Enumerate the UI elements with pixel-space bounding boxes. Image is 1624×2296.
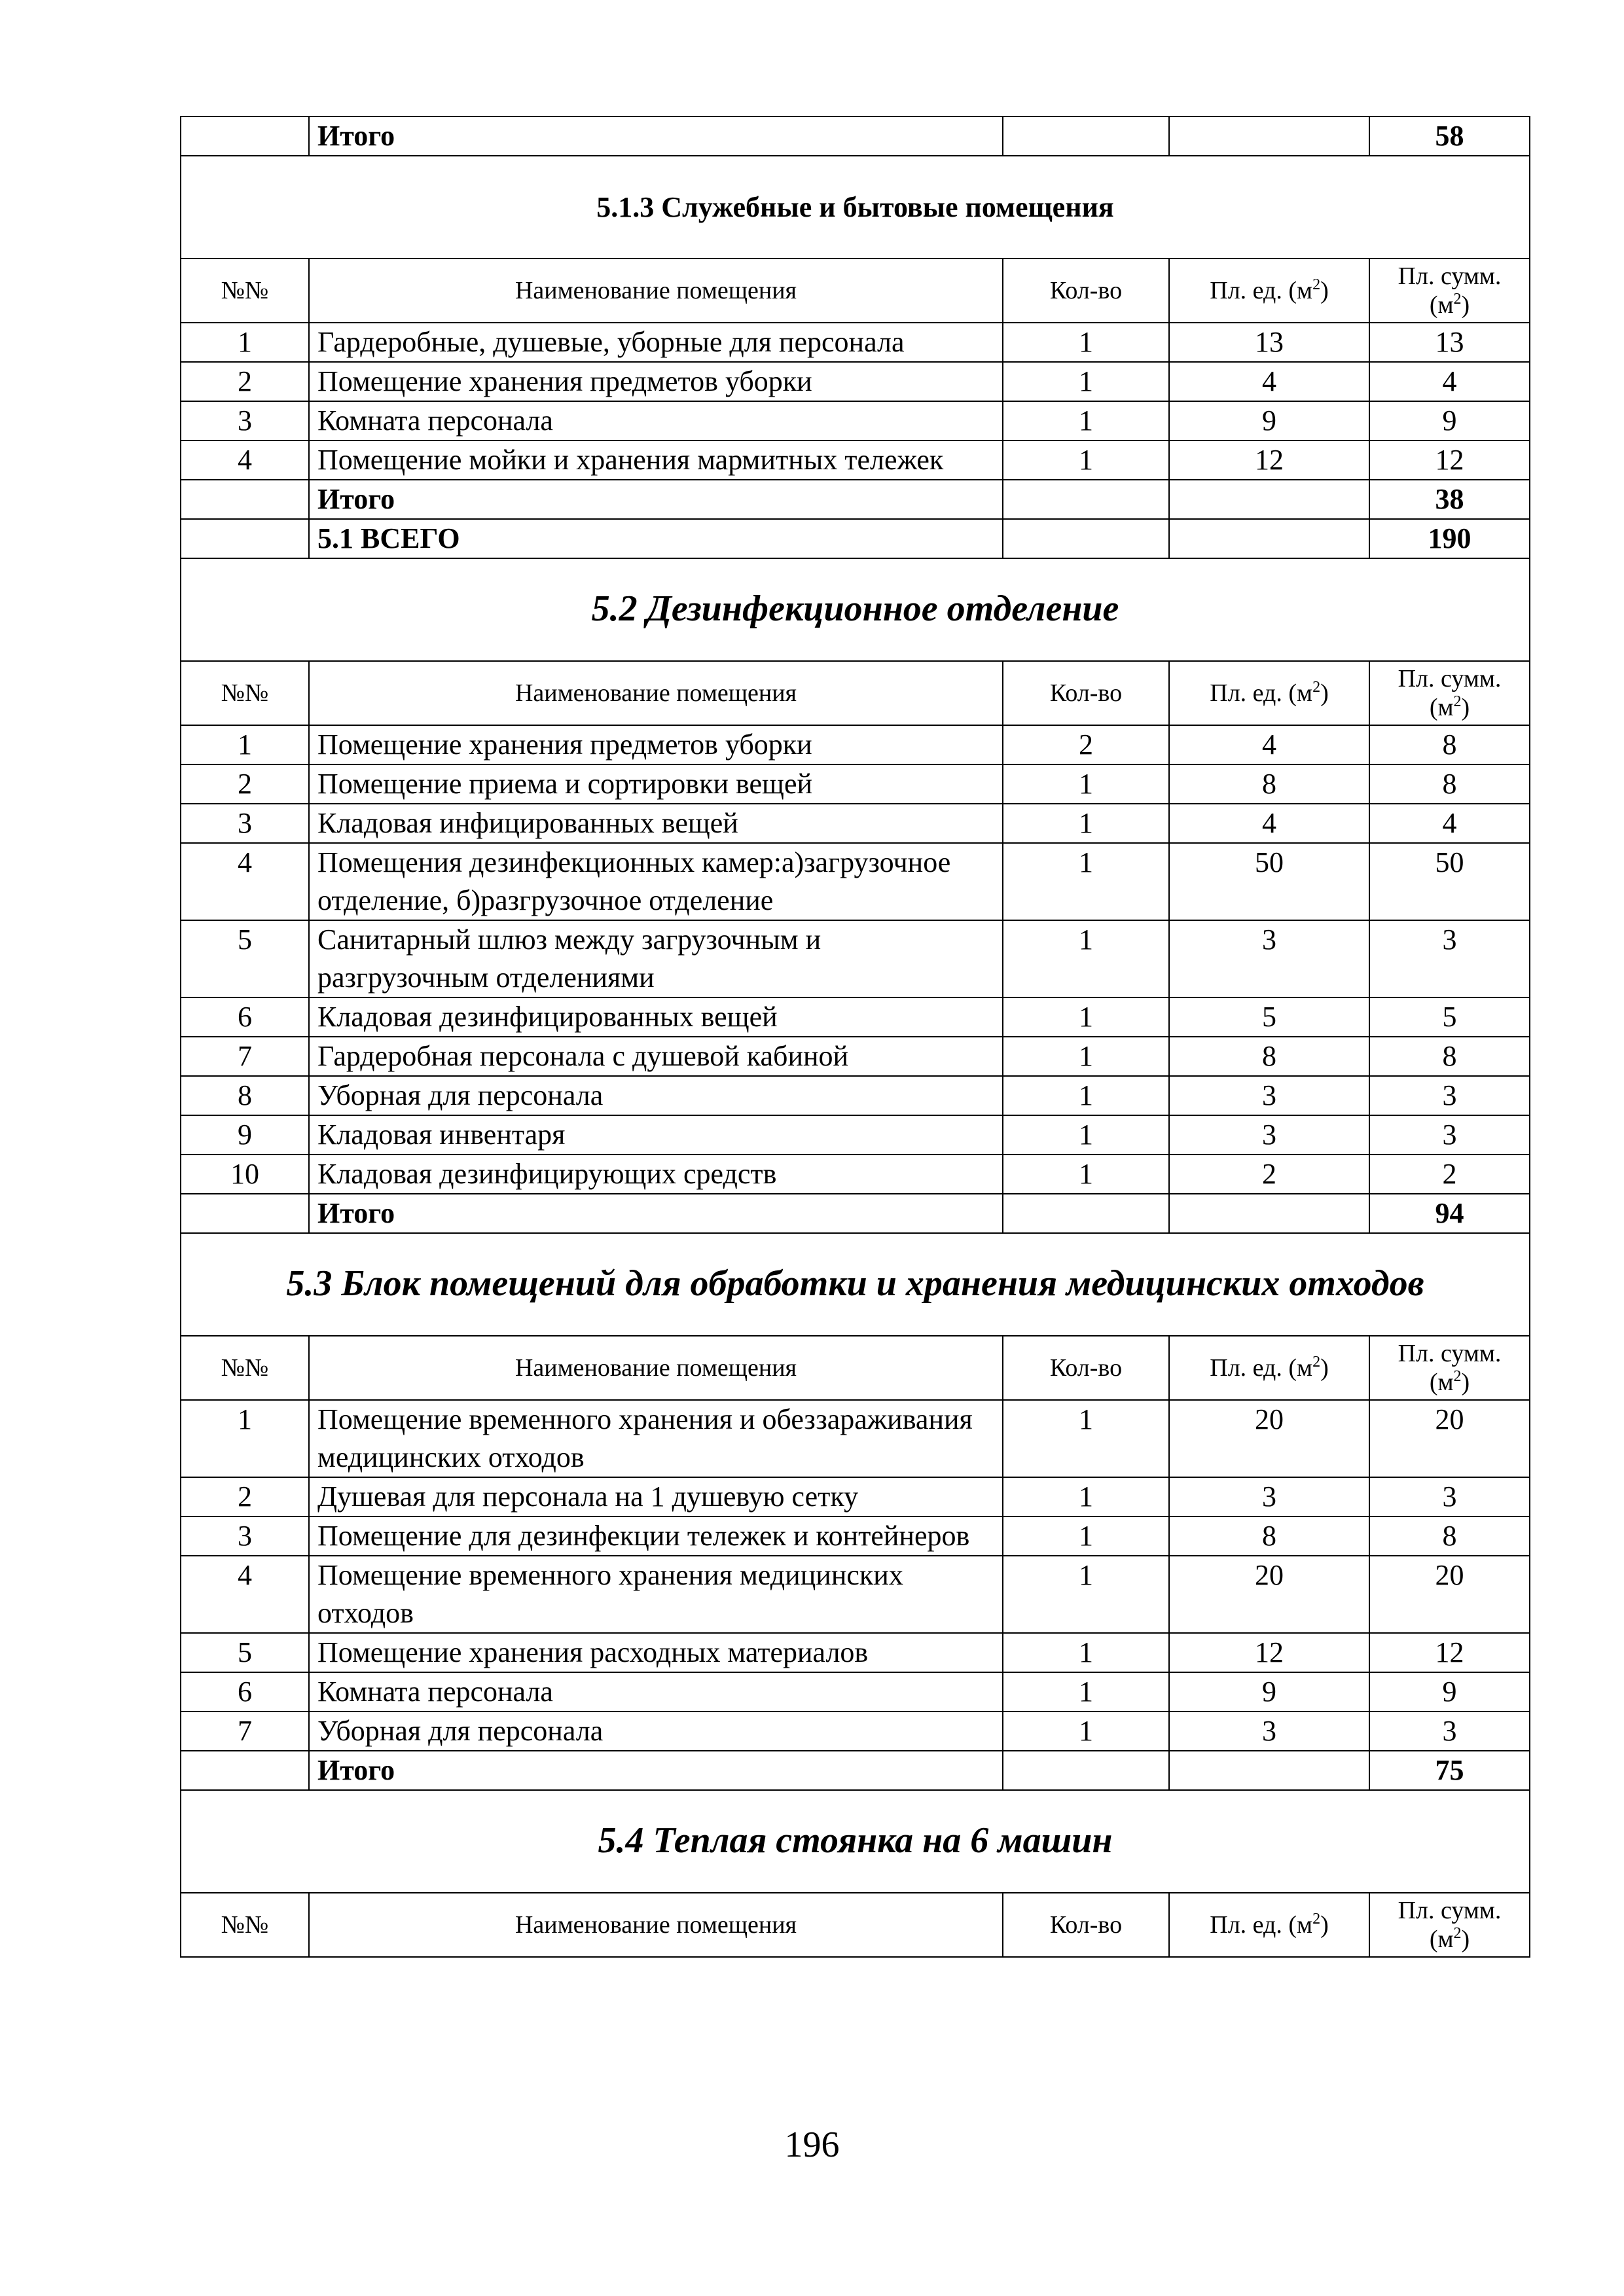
rooms-table-body [181, 117, 1530, 1957]
room-total-area: 3 [1369, 1115, 1530, 1155]
row-number: 5 [181, 1633, 309, 1672]
room-unit-area: 9 [1169, 401, 1369, 440]
room-quantity: 1 [1003, 1477, 1169, 1516]
table-row [181, 1712, 1530, 1751]
total-label: Итого [309, 1751, 1003, 1790]
room-quantity: 1 [1003, 1037, 1169, 1076]
header-name: Наименование помещения [309, 1336, 1003, 1400]
row-number: 7 [181, 1712, 309, 1751]
room-total-area: 12 [1369, 1633, 1530, 1672]
row-number: 1 [181, 1400, 309, 1477]
room-name: Кладовая дезинфицированных вещей [309, 997, 1003, 1037]
room-total-area: 4 [1369, 362, 1530, 401]
section-51-grand-total-row [181, 519, 1530, 558]
table-row [181, 1672, 1530, 1712]
section-53-title-row [181, 1233, 1530, 1336]
header-sum-area-line1: Пл. сумм. [1398, 1340, 1502, 1367]
room-quantity: 1 [1003, 1672, 1169, 1712]
room-unit-area: 3 [1169, 1115, 1369, 1155]
empty-cell [1003, 480, 1169, 519]
header-unit-area-text: Пл. ед. (м [1210, 679, 1313, 707]
superscript-2: 2 [1453, 291, 1462, 308]
room-total-area: 20 [1369, 1556, 1530, 1633]
total-label: Итого [309, 480, 1003, 519]
table-row [181, 804, 1530, 843]
room-quantity: 1 [1003, 440, 1169, 480]
room-total-area: 9 [1369, 401, 1530, 440]
superscript-2: 2 [1453, 1368, 1462, 1385]
empty-cell [181, 117, 309, 156]
page-number: 196 [784, 2125, 840, 2165]
room-name: Помещение хранения предметов уборки [309, 725, 1003, 764]
room-quantity: 1 [1003, 1115, 1169, 1155]
close-paren: ) [1320, 1911, 1329, 1939]
table-row [181, 725, 1530, 764]
header-num: №№ [181, 661, 309, 725]
room-name: Кладовая инвентаря [309, 1115, 1003, 1155]
table-row [181, 1155, 1530, 1194]
table-row [181, 997, 1530, 1037]
room-name: Помещения дезинфекционных камер:а)загрузочное отделение, б)разгрузочное отделение [309, 843, 1003, 920]
room-quantity: 1 [1003, 764, 1169, 804]
room-unit-area: 20 [1169, 1556, 1369, 1633]
room-total-area: 3 [1369, 1477, 1530, 1516]
header-unit-area-text: Пл. ед. (м [1210, 277, 1313, 304]
rooms-table [180, 116, 1530, 1958]
header-sum-area-line2: (м [1429, 1369, 1454, 1396]
room-unit-area: 8 [1169, 1516, 1369, 1556]
header-sum-area-line2: (м [1429, 1926, 1454, 1953]
room-total-area: 13 [1369, 323, 1530, 362]
room-unit-area: 8 [1169, 764, 1369, 804]
room-name: Помещение хранения расходных материалов [309, 1633, 1003, 1672]
total-label: 5.1 ВСЕГО [309, 519, 1003, 558]
header-unit-area-text: Пл. ед. (м [1210, 1354, 1313, 1382]
superscript-2: 2 [1453, 693, 1462, 710]
room-total-area: 8 [1369, 1037, 1530, 1076]
room-unit-area: 9 [1169, 1672, 1369, 1712]
room-quantity: 1 [1003, 1076, 1169, 1115]
room-total-area: 12 [1369, 440, 1530, 480]
header-num: №№ [181, 1893, 309, 1957]
room-name: Гардеробные, душевые, уборные для персонала [309, 323, 1003, 362]
empty-cell [1169, 1194, 1369, 1233]
section-53-total-row [181, 1751, 1530, 1790]
room-name: Помещение для дезинфекции тележек и контейнеров [309, 1516, 1003, 1556]
room-unit-area: 20 [1169, 1400, 1369, 1477]
room-unit-area: 5 [1169, 997, 1369, 1037]
room-total-area: 4 [1369, 804, 1530, 843]
table-row [181, 1400, 1530, 1477]
empty-cell [1003, 519, 1169, 558]
row-number: 4 [181, 440, 309, 480]
row-number: 1 [181, 323, 309, 362]
header-sum-area-line1: Пл. сумм. [1398, 262, 1502, 290]
room-total-area: 9 [1369, 1672, 1530, 1712]
room-name: Уборная для персонала [309, 1712, 1003, 1751]
close-paren: ) [1461, 694, 1470, 721]
room-quantity: 1 [1003, 1155, 1169, 1194]
table-row [181, 323, 1530, 362]
empty-cell [181, 480, 309, 519]
section-513-title-row [181, 156, 1530, 259]
row-number: 7 [181, 1037, 309, 1076]
room-name: Уборная для персонала [309, 1076, 1003, 1115]
total-value: 75 [1369, 1751, 1530, 1790]
room-name: Помещение временного хранения медицинских отходов [309, 1556, 1003, 1633]
top-total-row [181, 117, 1530, 156]
room-unit-area: 8 [1169, 1037, 1369, 1076]
empty-cell [1169, 117, 1369, 156]
row-number: 1 [181, 725, 309, 764]
close-paren: ) [1320, 679, 1329, 707]
header-name: Наименование помещения [309, 259, 1003, 323]
room-total-area: 5 [1369, 997, 1530, 1037]
room-quantity: 1 [1003, 401, 1169, 440]
close-paren: ) [1320, 277, 1329, 304]
close-paren: ) [1320, 1354, 1329, 1382]
row-number: 5 [181, 920, 309, 997]
room-quantity: 1 [1003, 920, 1169, 997]
room-quantity: 1 [1003, 1556, 1169, 1633]
empty-cell [181, 519, 309, 558]
table-row [181, 1477, 1530, 1516]
header-sum-area-line1: Пл. сумм. [1398, 665, 1502, 692]
empty-cell [1169, 519, 1369, 558]
room-total-area: 8 [1369, 725, 1530, 764]
room-unit-area: 12 [1169, 1633, 1369, 1672]
room-quantity: 1 [1003, 1400, 1169, 1477]
room-name: Помещение мойки и хранения мармитных тележек [309, 440, 1003, 480]
section-52-title-row [181, 558, 1530, 661]
table-header-row [181, 1893, 1530, 1957]
room-total-area: 3 [1369, 1076, 1530, 1115]
section-52-total-row [181, 1194, 1530, 1233]
section-title-cell [181, 1790, 1530, 1893]
superscript-2: 2 [1312, 276, 1321, 293]
section-title-cell [181, 558, 1530, 661]
section-title-cell [181, 156, 1530, 259]
room-total-area: 8 [1369, 1516, 1530, 1556]
total-value: 58 [1369, 117, 1530, 156]
section-title: 5.2 Дезинфекционное отделение [591, 588, 1119, 629]
table-row [181, 843, 1530, 920]
section-title-cell [181, 1233, 1530, 1336]
room-name: Помещение приема и сортировки вещей [309, 764, 1003, 804]
table-row [181, 1076, 1530, 1115]
room-name: Санитарный шлюз между загрузочным и разгрузочным отделениями [309, 920, 1003, 997]
room-total-area: 3 [1369, 1712, 1530, 1751]
room-total-area: 50 [1369, 843, 1530, 920]
row-number: 3 [181, 804, 309, 843]
room-name: Помещение временного хранения и обеззараживания медицинских отходов [309, 1400, 1003, 1477]
room-quantity: 1 [1003, 843, 1169, 920]
row-number: 10 [181, 1155, 309, 1194]
row-number: 8 [181, 1076, 309, 1115]
row-number: 9 [181, 1115, 309, 1155]
row-number: 3 [181, 1516, 309, 1556]
table-row [181, 1556, 1530, 1633]
section-title: 5.4 Теплая стоянка на 6 машин [598, 1820, 1113, 1861]
header-sum-area [1369, 259, 1530, 323]
header-sum-area [1369, 1336, 1530, 1400]
total-label: Итого [309, 1194, 1003, 1233]
section-title: 5.3 Блок помещений для обработки и хранения медицинских отходов [286, 1263, 1424, 1304]
empty-cell [1003, 117, 1169, 156]
room-name: Душевая для персонала на 1 душевую сетку [309, 1477, 1003, 1516]
empty-cell [181, 1194, 309, 1233]
room-quantity: 1 [1003, 362, 1169, 401]
empty-cell [1169, 480, 1369, 519]
header-qty: Кол-во [1003, 1893, 1169, 1957]
table-row [181, 920, 1530, 997]
header-sum-area-line2: (м [1429, 694, 1454, 721]
table-row [181, 764, 1530, 804]
room-name: Комната персонала [309, 401, 1003, 440]
room-unit-area: 4 [1169, 362, 1369, 401]
empty-cell [1169, 1751, 1369, 1790]
table-row [181, 1516, 1530, 1556]
header-sum-area-line2: (м [1429, 291, 1454, 319]
header-num: №№ [181, 1336, 309, 1400]
table-row [181, 1037, 1530, 1076]
room-name: Помещение хранения предметов уборки [309, 362, 1003, 401]
total-value: 190 [1369, 519, 1530, 558]
row-number: 6 [181, 1672, 309, 1712]
header-unit-area [1169, 259, 1369, 323]
header-name: Наименование помещения [309, 1893, 1003, 1957]
room-unit-area: 3 [1169, 1712, 1369, 1751]
total-value: 38 [1369, 480, 1530, 519]
table-header-row [181, 259, 1530, 323]
room-unit-area: 3 [1169, 1076, 1369, 1115]
room-quantity: 1 [1003, 323, 1169, 362]
header-sum-area-line1: Пл. сумм. [1398, 1897, 1502, 1924]
header-unit-area-text: Пл. ед. (м [1210, 1911, 1313, 1939]
room-quantity: 2 [1003, 725, 1169, 764]
row-number: 4 [181, 843, 309, 920]
header-num: №№ [181, 259, 309, 323]
room-total-area: 8 [1369, 764, 1530, 804]
superscript-2: 2 [1312, 1354, 1321, 1371]
row-number: 2 [181, 362, 309, 401]
header-qty: Кол-во [1003, 1336, 1169, 1400]
row-number: 2 [181, 1477, 309, 1516]
close-paren: ) [1461, 291, 1470, 319]
empty-cell [1003, 1751, 1169, 1790]
room-quantity: 1 [1003, 1633, 1169, 1672]
header-name: Наименование помещения [309, 661, 1003, 725]
room-quantity: 1 [1003, 1516, 1169, 1556]
close-paren: ) [1461, 1926, 1470, 1953]
room-name: Комната персонала [309, 1672, 1003, 1712]
room-total-area: 20 [1369, 1400, 1530, 1477]
section-513-total-row [181, 480, 1530, 519]
section-title: 5.1.3 Служебные и бытовые помещения [596, 190, 1114, 223]
row-number: 6 [181, 997, 309, 1037]
section-54-title-row [181, 1790, 1530, 1893]
room-quantity: 1 [1003, 804, 1169, 843]
superscript-2: 2 [1312, 679, 1321, 696]
room-unit-area: 3 [1169, 1477, 1369, 1516]
row-number: 3 [181, 401, 309, 440]
room-unit-area: 12 [1169, 440, 1369, 480]
empty-cell [181, 1751, 309, 1790]
room-name: Кладовая инфицированных вещей [309, 804, 1003, 843]
room-unit-area: 3 [1169, 920, 1369, 997]
row-number: 2 [181, 764, 309, 804]
table-row [181, 440, 1530, 480]
header-unit-area [1169, 1893, 1369, 1957]
room-name: Гардеробная персонала с душевой кабиной [309, 1037, 1003, 1076]
total-label: Итого [309, 117, 1003, 156]
superscript-2: 2 [1453, 1925, 1462, 1942]
room-unit-area: 4 [1169, 804, 1369, 843]
header-unit-area [1169, 1336, 1369, 1400]
header-sum-area [1369, 661, 1530, 725]
table-row [181, 401, 1530, 440]
table-header-row [181, 1336, 1530, 1400]
room-total-area: 2 [1369, 1155, 1530, 1194]
row-number: 4 [181, 1556, 309, 1633]
room-quantity: 1 [1003, 997, 1169, 1037]
room-unit-area: 13 [1169, 323, 1369, 362]
table-row [181, 1633, 1530, 1672]
room-quantity: 1 [1003, 1712, 1169, 1751]
close-paren: ) [1461, 1369, 1470, 1396]
room-unit-area: 4 [1169, 725, 1369, 764]
header-sum-area [1369, 1893, 1530, 1957]
room-name: Кладовая дезинфицирующих средств [309, 1155, 1003, 1194]
table-header-row [181, 661, 1530, 725]
room-total-area: 3 [1369, 920, 1530, 997]
empty-cell [1003, 1194, 1169, 1233]
room-unit-area: 50 [1169, 843, 1369, 920]
header-qty: Кол-во [1003, 259, 1169, 323]
header-qty: Кол-во [1003, 661, 1169, 725]
header-unit-area [1169, 661, 1369, 725]
room-unit-area: 2 [1169, 1155, 1369, 1194]
table-row [181, 362, 1530, 401]
table-row [181, 1115, 1530, 1155]
superscript-2: 2 [1312, 1910, 1321, 1928]
total-value: 94 [1369, 1194, 1530, 1233]
